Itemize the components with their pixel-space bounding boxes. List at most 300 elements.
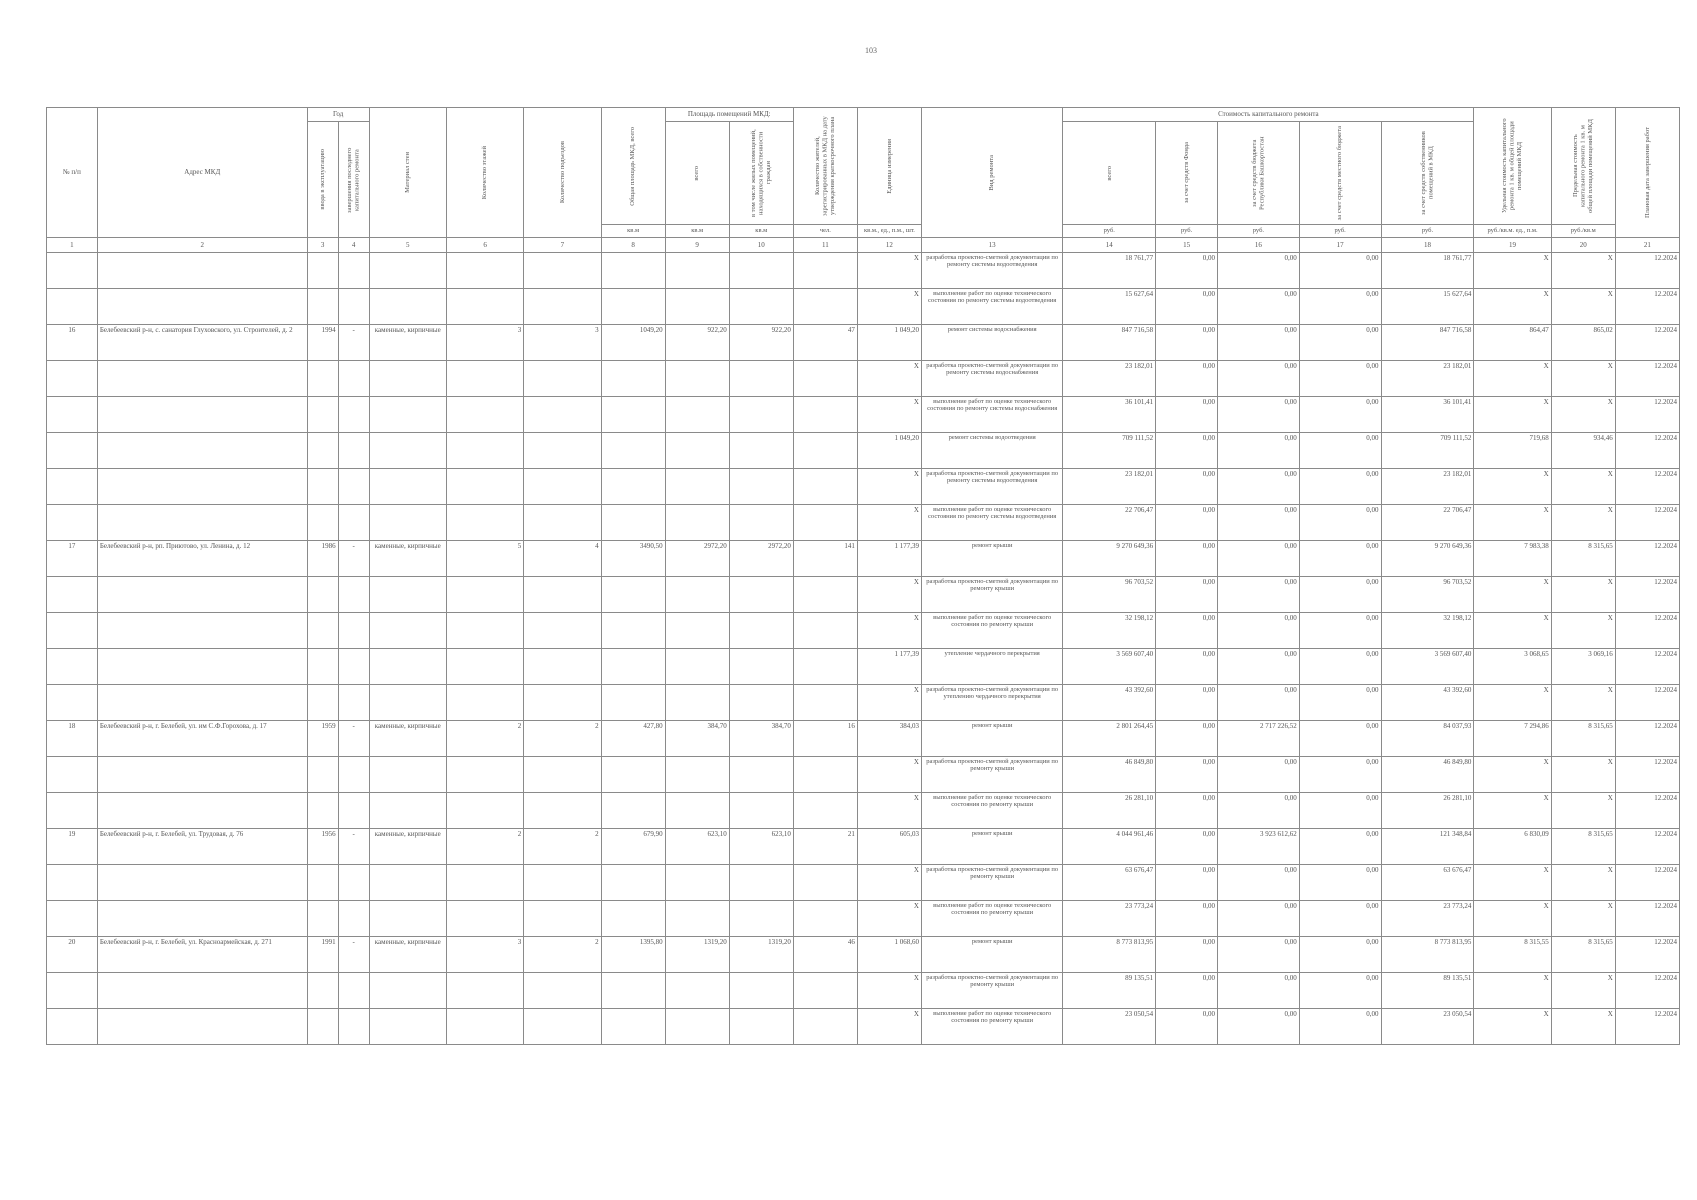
row-cost-republic: 0,00 (1218, 541, 1300, 577)
row-entrances (524, 505, 601, 541)
row-cost-total: 9 270 649,36 (1063, 541, 1156, 577)
row-cost-fund: 0,00 (1156, 541, 1218, 577)
row-cost-owners: 121 348,84 (1381, 829, 1474, 865)
unit-measure: кв.м., ед., п.м., шт. (857, 225, 921, 238)
table-row (47, 685, 1680, 721)
row-entrances (524, 685, 601, 721)
row-max-cost: X (1551, 1009, 1615, 1045)
row-unit-cost: X (1474, 901, 1551, 937)
row-wall-material (369, 361, 446, 397)
row-cost-republic: 0,00 (1218, 649, 1300, 685)
table-row (47, 937, 1680, 973)
row-cost-local: 0,00 (1299, 613, 1381, 649)
row-cost-local: 0,00 (1299, 325, 1381, 361)
row-residents (793, 1009, 857, 1045)
row-unit-cost: X (1474, 577, 1551, 613)
row-cost-local: 0,00 (1299, 1009, 1381, 1045)
unit-premises-residential: кв.м (729, 225, 793, 238)
row-cost-republic: 0,00 (1218, 505, 1300, 541)
row-premises-total: 2972,20 (665, 541, 729, 577)
row-premises-residential: 922,20 (729, 325, 793, 361)
row-premises-total (665, 577, 729, 613)
header-cost-total: всего (1063, 122, 1156, 225)
row-repair-type: выполнение работ по оценке технического состояния по ремонту крыши (921, 1009, 1062, 1045)
column-index: 2 (97, 238, 307, 253)
row-year-commission: 1959 (307, 721, 338, 757)
row-cost-owners: 46 849,80 (1381, 757, 1474, 793)
row-cost-republic: 0,00 (1218, 325, 1300, 361)
row-max-cost: X (1551, 397, 1615, 433)
row-planned-date: 12.2024 (1615, 757, 1679, 793)
row-address (97, 505, 307, 541)
row-repair-type: ремонт крыши (921, 937, 1062, 973)
header-unit-cost: Удельная стоимость капитального ремонта 1 кв. м общей площади помещений МКД (1474, 108, 1551, 225)
row-no (47, 649, 98, 685)
row-entrances: 2 (524, 937, 601, 973)
row-year-last-repair (338, 469, 369, 505)
row-wall-material (369, 577, 446, 613)
row-measure-value: 1 177,39 (857, 649, 921, 685)
row-cost-republic: 2 717 226,52 (1218, 721, 1300, 757)
row-year-commission (307, 253, 338, 289)
row-cost-local: 0,00 (1299, 973, 1381, 1009)
row-max-cost: X (1551, 973, 1615, 1009)
row-repair-type: ремонт системы водоснабжения (921, 325, 1062, 361)
row-unit-cost: X (1474, 289, 1551, 325)
row-total-area: 1049,20 (601, 325, 665, 361)
row-cost-local: 0,00 (1299, 433, 1381, 469)
row-cost-total: 15 627,64 (1063, 289, 1156, 325)
row-entrances (524, 649, 601, 685)
row-premises-residential: 384,70 (729, 721, 793, 757)
row-measure-value: X (857, 577, 921, 613)
row-year-last-repair (338, 757, 369, 793)
row-premises-total (665, 253, 729, 289)
row-floors (446, 289, 523, 325)
row-premises-residential (729, 901, 793, 937)
row-cost-fund: 0,00 (1156, 613, 1218, 649)
unit-max-cost: руб./кв.м (1551, 225, 1615, 238)
row-wall-material (369, 901, 446, 937)
header-cost-republic: за счет средств бюджета Республики Башкортостан (1218, 122, 1300, 225)
column-index: 21 (1615, 238, 1679, 253)
header-premises-total: всего (665, 122, 729, 225)
row-year-commission (307, 649, 338, 685)
row-cost-fund: 0,00 (1156, 253, 1218, 289)
row-cost-total: 8 773 813,95 (1063, 937, 1156, 973)
header-planned-date: Плановая дата завершения работ (1615, 108, 1679, 238)
row-floors (446, 577, 523, 613)
row-no (47, 973, 98, 1009)
column-index: 4 (338, 238, 369, 253)
row-address (97, 1009, 307, 1045)
row-no (47, 361, 98, 397)
row-total-area (601, 469, 665, 505)
row-unit-cost: 719,68 (1474, 433, 1551, 469)
row-total-area (601, 901, 665, 937)
row-premises-residential (729, 505, 793, 541)
row-max-cost: X (1551, 901, 1615, 937)
row-unit-cost: X (1474, 397, 1551, 433)
row-year-last-repair (338, 433, 369, 469)
row-floors (446, 685, 523, 721)
row-measure-value: X (857, 757, 921, 793)
row-cost-republic: 0,00 (1218, 973, 1300, 1009)
row-planned-date: 12.2024 (1615, 577, 1679, 613)
row-planned-date: 12.2024 (1615, 325, 1679, 361)
row-cost-republic: 0,00 (1218, 577, 1300, 613)
row-year-last-repair: - (338, 721, 369, 757)
table-row (47, 397, 1680, 433)
row-year-last-repair (338, 901, 369, 937)
row-year-commission (307, 793, 338, 829)
row-unit-cost: 864,47 (1474, 325, 1551, 361)
row-cost-total: 23 050,54 (1063, 1009, 1156, 1045)
column-index: 18 (1381, 238, 1474, 253)
row-cost-fund: 0,00 (1156, 505, 1218, 541)
row-cost-owners: 63 676,47 (1381, 865, 1474, 901)
row-cost-local: 0,00 (1299, 289, 1381, 325)
row-max-cost: X (1551, 757, 1615, 793)
row-wall-material (369, 397, 446, 433)
row-planned-date: 12.2024 (1615, 541, 1679, 577)
row-cost-republic: 0,00 (1218, 937, 1300, 973)
row-unit-cost: 7 983,38 (1474, 541, 1551, 577)
row-premises-residential (729, 469, 793, 505)
row-entrances (524, 289, 601, 325)
header-cost-local: за счет средств местного бюджета (1299, 122, 1381, 225)
row-no (47, 577, 98, 613)
row-measure-value: X (857, 469, 921, 505)
column-index: 9 (665, 238, 729, 253)
row-premises-total (665, 1009, 729, 1045)
row-floors (446, 469, 523, 505)
row-floors: 3 (446, 937, 523, 973)
row-repair-type: ремонт крыши (921, 541, 1062, 577)
row-cost-owners: 36 101,41 (1381, 397, 1474, 433)
row-total-area (601, 253, 665, 289)
row-cost-total: 847 716,58 (1063, 325, 1156, 361)
row-premises-total (665, 757, 729, 793)
row-planned-date: 12.2024 (1615, 613, 1679, 649)
row-entrances: 2 (524, 721, 601, 757)
column-index: 6 (446, 238, 523, 253)
row-residents (793, 433, 857, 469)
row-cost-local: 0,00 (1299, 937, 1381, 973)
row-cost-local: 0,00 (1299, 541, 1381, 577)
row-max-cost: 8 315,65 (1551, 829, 1615, 865)
row-year-last-repair: - (338, 937, 369, 973)
row-cost-total: 96 703,52 (1063, 577, 1156, 613)
column-index: 1 (47, 238, 98, 253)
row-residents: 46 (793, 937, 857, 973)
row-cost-owners: 15 627,64 (1381, 289, 1474, 325)
row-entrances: 3 (524, 325, 601, 361)
row-no (47, 901, 98, 937)
row-floors: 2 (446, 721, 523, 757)
row-total-area (601, 1009, 665, 1045)
row-address (97, 433, 307, 469)
row-wall-material (369, 433, 446, 469)
row-address (97, 289, 307, 325)
row-repair-type: утепление чердачного перекрытия (921, 649, 1062, 685)
row-cost-local: 0,00 (1299, 793, 1381, 829)
row-residents (793, 901, 857, 937)
row-cost-republic: 0,00 (1218, 685, 1300, 721)
unit-cost-local: руб. (1299, 225, 1381, 238)
row-planned-date: 12.2024 (1615, 433, 1679, 469)
table-row (47, 253, 1680, 289)
row-cost-total: 18 761,77 (1063, 253, 1156, 289)
row-premises-total: 384,70 (665, 721, 729, 757)
row-cost-owners: 8 773 813,95 (1381, 937, 1474, 973)
row-address (97, 973, 307, 1009)
row-residents (793, 649, 857, 685)
header-year-commission: ввода в эксплуатацию (307, 122, 338, 238)
row-wall-material (369, 613, 446, 649)
row-repair-type: выполнение работ по оценке технического состояния по ремонту системы водоотведения (921, 505, 1062, 541)
row-year-commission (307, 685, 338, 721)
table-row (47, 901, 1680, 937)
row-max-cost: X (1551, 685, 1615, 721)
row-year-commission (307, 469, 338, 505)
table-row (47, 469, 1680, 505)
row-year-commission: 1986 (307, 541, 338, 577)
row-cost-fund: 0,00 (1156, 649, 1218, 685)
row-total-area (601, 397, 665, 433)
row-cost-total: 63 676,47 (1063, 865, 1156, 901)
table-row (47, 325, 1680, 361)
row-premises-residential (729, 685, 793, 721)
row-unit-cost: X (1474, 361, 1551, 397)
row-premises-residential (729, 433, 793, 469)
row-cost-fund: 0,00 (1156, 757, 1218, 793)
row-entrances (524, 253, 601, 289)
row-no: 18 (47, 721, 98, 757)
row-floors (446, 613, 523, 649)
row-planned-date: 12.2024 (1615, 721, 1679, 757)
row-repair-type: ремонт системы водоотведения (921, 433, 1062, 469)
row-max-cost: X (1551, 613, 1615, 649)
row-year-last-repair (338, 973, 369, 1009)
row-premises-total (665, 865, 729, 901)
row-wall-material (369, 685, 446, 721)
row-year-last-repair: - (338, 541, 369, 577)
row-cost-owners: 96 703,52 (1381, 577, 1474, 613)
row-address (97, 793, 307, 829)
row-repair-type: разработка проектно-сметной документации по ремонту крыши (921, 577, 1062, 613)
column-index: 7 (524, 238, 601, 253)
row-unit-cost: 8 315,55 (1474, 937, 1551, 973)
row-floors (446, 433, 523, 469)
row-cost-total: 709 111,52 (1063, 433, 1156, 469)
row-total-area: 679,90 (601, 829, 665, 865)
row-residents (793, 577, 857, 613)
table-row (47, 757, 1680, 793)
row-cost-fund: 0,00 (1156, 1009, 1218, 1045)
column-index: 20 (1551, 238, 1615, 253)
header-floors: Количество этажей (446, 108, 523, 238)
row-premises-total (665, 505, 729, 541)
row-floors (446, 757, 523, 793)
row-cost-total: 23 182,01 (1063, 361, 1156, 397)
row-repair-type: разработка проектно-сметной документации по ремонту крыши (921, 757, 1062, 793)
row-premises-residential (729, 757, 793, 793)
row-entrances (524, 433, 601, 469)
row-no: 20 (47, 937, 98, 973)
row-no (47, 505, 98, 541)
row-premises-total (665, 649, 729, 685)
row-total-area: 427,80 (601, 721, 665, 757)
row-measure-value: X (857, 397, 921, 433)
row-wall-material: каменные, кирпичные (369, 721, 446, 757)
row-cost-owners: 89 135,51 (1381, 973, 1474, 1009)
row-total-area (601, 865, 665, 901)
row-premises-residential (729, 865, 793, 901)
row-entrances (524, 901, 601, 937)
row-address (97, 901, 307, 937)
column-index: 3 (307, 238, 338, 253)
row-total-area (601, 613, 665, 649)
row-year-last-repair (338, 613, 369, 649)
row-max-cost: X (1551, 505, 1615, 541)
column-index-row (47, 238, 1680, 253)
table-row (47, 865, 1680, 901)
row-cost-fund: 0,00 (1156, 901, 1218, 937)
row-wall-material (369, 757, 446, 793)
row-cost-fund: 0,00 (1156, 397, 1218, 433)
row-cost-total: 23 182,01 (1063, 469, 1156, 505)
unit-residents: чел. (793, 225, 857, 238)
row-repair-type: выполнение работ по оценке технического состояния по ремонту крыши (921, 613, 1062, 649)
row-premises-residential: 2972,20 (729, 541, 793, 577)
row-cost-republic: 0,00 (1218, 901, 1300, 937)
row-entrances (524, 577, 601, 613)
row-residents (793, 505, 857, 541)
row-premises-residential (729, 289, 793, 325)
row-premises-residential (729, 613, 793, 649)
row-year-last-repair (338, 577, 369, 613)
row-residents (793, 793, 857, 829)
row-no (47, 253, 98, 289)
row-residents (793, 289, 857, 325)
row-measure-value: X (857, 685, 921, 721)
row-premises-residential (729, 577, 793, 613)
row-cost-republic: 0,00 (1218, 793, 1300, 829)
row-max-cost: 8 315,65 (1551, 721, 1615, 757)
table-row (47, 793, 1680, 829)
row-unit-cost: 6 830,09 (1474, 829, 1551, 865)
table-row (47, 361, 1680, 397)
row-residents (793, 469, 857, 505)
row-cost-local: 0,00 (1299, 397, 1381, 433)
row-no: 19 (47, 829, 98, 865)
row-unit-cost: X (1474, 613, 1551, 649)
row-residents (793, 613, 857, 649)
row-cost-republic: 0,00 (1218, 361, 1300, 397)
row-entrances (524, 397, 601, 433)
row-premises-total: 623,10 (665, 829, 729, 865)
row-floors (446, 1009, 523, 1045)
row-repair-type: ремонт крыши (921, 721, 1062, 757)
row-max-cost: X (1551, 289, 1615, 325)
row-unit-cost: X (1474, 685, 1551, 721)
row-year-last-repair (338, 865, 369, 901)
row-unit-cost: X (1474, 973, 1551, 1009)
row-address (97, 685, 307, 721)
row-premises-total (665, 433, 729, 469)
row-cost-local: 0,00 (1299, 829, 1381, 865)
header-wall-material: Материал стен (369, 108, 446, 238)
row-floors (446, 649, 523, 685)
row-cost-republic: 0,00 (1218, 433, 1300, 469)
row-unit-cost: X (1474, 253, 1551, 289)
header-address: Адрес МКД (97, 108, 307, 238)
row-premises-total (665, 685, 729, 721)
row-premises-total (665, 469, 729, 505)
row-max-cost: 865,02 (1551, 325, 1615, 361)
row-max-cost: X (1551, 361, 1615, 397)
row-address (97, 613, 307, 649)
table-row (47, 541, 1680, 577)
row-no (47, 289, 98, 325)
row-year-commission (307, 973, 338, 1009)
row-cost-local: 0,00 (1299, 685, 1381, 721)
row-premises-total (665, 397, 729, 433)
row-entrances (524, 613, 601, 649)
row-premises-total (665, 973, 729, 1009)
row-cost-local: 0,00 (1299, 901, 1381, 937)
row-unit-cost: 7 294,86 (1474, 721, 1551, 757)
column-index: 19 (1474, 238, 1551, 253)
row-cost-owners: 9 270 649,36 (1381, 541, 1474, 577)
row-cost-local: 0,00 (1299, 649, 1381, 685)
row-wall-material (369, 469, 446, 505)
table-row (47, 973, 1680, 1009)
table-body (47, 253, 1680, 1045)
table-row (47, 433, 1680, 469)
row-wall-material: каменные, кирпичные (369, 829, 446, 865)
row-cost-fund: 0,00 (1156, 577, 1218, 613)
row-residents: 47 (793, 325, 857, 361)
row-premises-residential (729, 793, 793, 829)
row-total-area (601, 685, 665, 721)
row-repair-type: разработка проектно-сметной документации по утеплению чердачного перекрытия (921, 685, 1062, 721)
row-cost-local: 0,00 (1299, 865, 1381, 901)
unit-cost-republic: руб. (1218, 225, 1300, 238)
row-year-last-repair (338, 1009, 369, 1045)
row-cost-republic: 0,00 (1218, 613, 1300, 649)
row-wall-material (369, 505, 446, 541)
column-index: 5 (369, 238, 446, 253)
row-cost-owners: 18 761,77 (1381, 253, 1474, 289)
row-cost-republic: 0,00 (1218, 253, 1300, 289)
row-cost-republic: 0,00 (1218, 289, 1300, 325)
row-residents (793, 361, 857, 397)
row-year-last-repair (338, 649, 369, 685)
row-cost-republic: 0,00 (1218, 397, 1300, 433)
header-premises-residential: в том числе жилых помещений, находящихся в собственности граждан (729, 122, 793, 225)
row-cost-owners: 23 182,01 (1381, 361, 1474, 397)
row-premises-residential (729, 1009, 793, 1045)
row-measure-value: 1 068,60 (857, 937, 921, 973)
row-premises-residential (729, 397, 793, 433)
row-address (97, 397, 307, 433)
row-entrances (524, 469, 601, 505)
row-premises-residential (729, 649, 793, 685)
row-entrances (524, 973, 601, 1009)
row-total-area (601, 973, 665, 1009)
